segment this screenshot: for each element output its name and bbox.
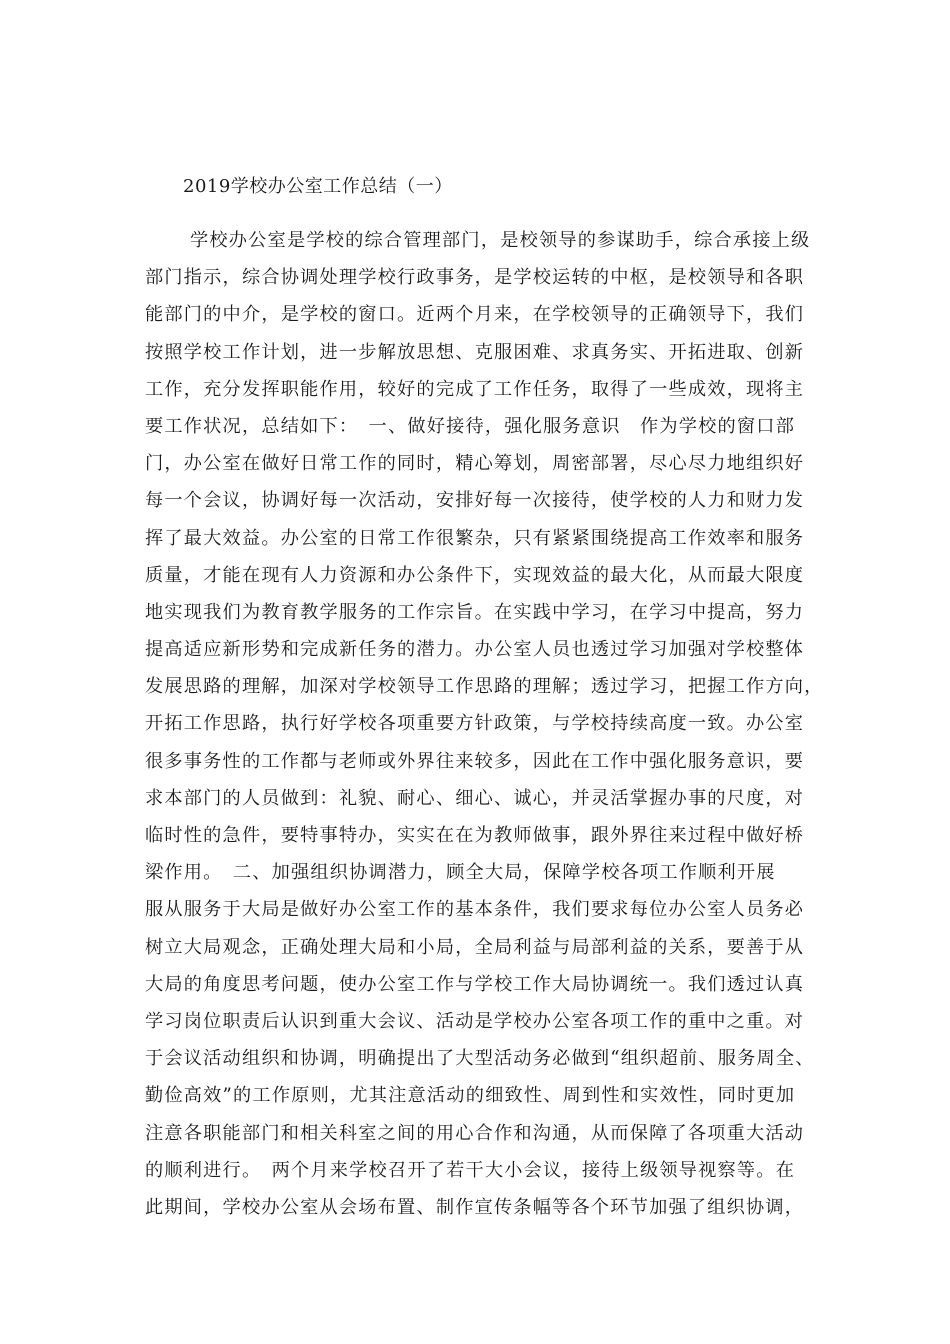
body-line: 要工作状况，总结如下： 一、做好接待，强化服务意识 作为学校的窗口部 xyxy=(145,415,796,437)
document-body xyxy=(145,222,835,1226)
body-line: 质量，才能在现有人力资源和办公条件下，实现效益的最大化，从而最大限度 xyxy=(145,564,805,586)
body-line: 每一个会议，协调好每一次活动，安排好每一次接待，使学校的人力和财力发 xyxy=(145,490,805,512)
body-line: 梁作用。 二、加强组织协调潜力，顾全大局，保障学校各项工作顺利开展 xyxy=(145,862,776,884)
body-line: 地实现我们为教育教学服务的工作宗旨。在实践中学习，在学习中提高，努力 xyxy=(145,601,805,623)
body-line: 开拓工作思路，执行好学校各项重要方针政策，与学校持续高度一致。办公室 xyxy=(145,713,805,735)
body-line: 部门指示，综合协调处理学校行政事务，是学校运转的中枢，是校领导和各职 xyxy=(145,267,805,289)
body-line: 临时性的急件，要特事特办，实实在在为教师做事，跟外界往来过程中做好桥 xyxy=(145,825,805,846)
body-line: 发展思路的理解，加深对学校领导工作思路的理解；透过学习，把握工作方向， xyxy=(145,676,824,698)
body-line: 注意各职能部门和相关科室之间的用心合作和沟通，从而保障了各项重大活动 xyxy=(145,1122,805,1144)
body-line: 学校办公室是学校的综合管理部门，是校领导的参谋助手，综合承接上级 xyxy=(190,230,811,251)
body-line: 勤俭高效”的工作原则，尤其注意活动的细致性、周到性和实效性，同时更加 xyxy=(145,1085,796,1107)
document-title: 2019学校办公室工作总结（一） xyxy=(183,176,453,197)
body-line: 此期间，学校办公室从会场布置、制作宣传条幅等各个环节加强了组织协调， xyxy=(145,1196,805,1218)
body-line: 的顺利进行。 两个月来学校召开了若干大小会议，接待上级领导视察等。在 xyxy=(145,1159,796,1181)
body-line: 工作，充分发挥职能作用，较好的完成了工作任务，取得了一些成效，现将主 xyxy=(145,378,805,400)
body-line: 挥了最大效益。办公室的日常工作很繁杂，只有紧紧围绕提高工作效率和服务 xyxy=(145,527,805,549)
body-line: 服从服务于大局是做好办公室工作的基本条件，我们要求每位办公室人员务必 xyxy=(145,899,805,921)
body-line: 按照学校工作计划，进一步解放思想、克服困难、求真务实、开拓进取、创新 xyxy=(145,341,805,363)
body-line: 大局的角度思考问题，使办公室工作与学校工作大局协调统一。我们透过认真 xyxy=(145,973,805,995)
body-line: 提高适应新形势和完成新任务的潜力。办公室人员也透过学习加强对学校整体 xyxy=(145,639,805,661)
body-line: 求本部门的人员做到：礼貌、耐心、细心、诚心，并灵活掌握办事的尺度，对 xyxy=(145,787,805,809)
body-line: 门，办公室在做好日常工作的同时，精心筹划，周密部署，尽心尽力地组织好 xyxy=(145,453,805,475)
body-line: 能部门的中介，是学校的窗口。近两个月来，在学校领导的正确领导下，我们 xyxy=(145,304,805,326)
body-line: 学习岗位职责后认识到重大会议、活动是学校办公室各项工作的重中之重。对 xyxy=(145,1010,805,1032)
body-line: 树立大局观念，正确处理大局和小局，全局利益与局部利益的关系，要善于从 xyxy=(145,936,805,958)
body-line: 于会议活动组织和协调，明确提出了大型活动务必做到“组织超前、服务周全、 xyxy=(145,1048,815,1070)
body-line: 很多事务性的工作都与老师或外界往来较多，因此在工作中强化服务意识，要 xyxy=(145,750,805,772)
